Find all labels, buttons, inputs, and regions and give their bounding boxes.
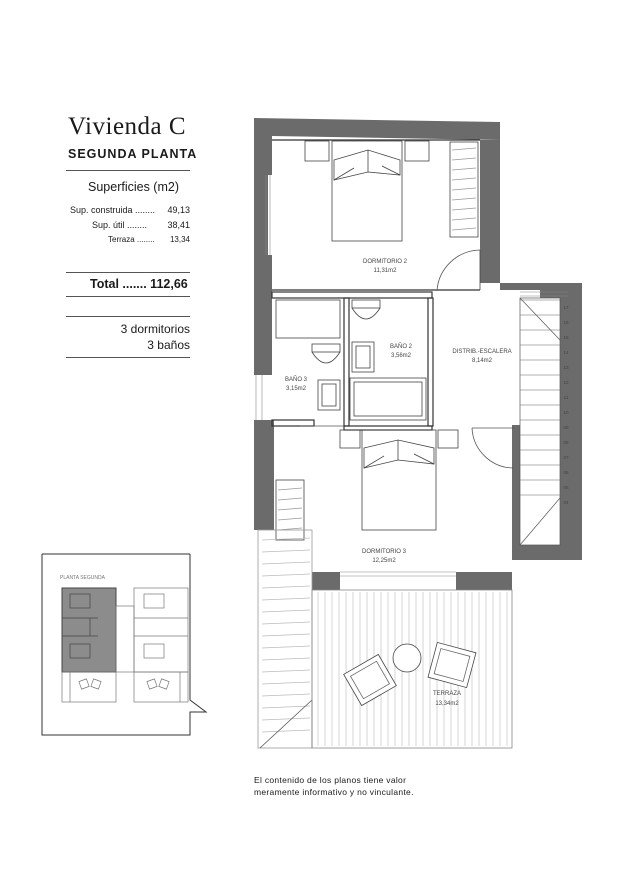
stair-step-number: 04 bbox=[563, 500, 569, 505]
stair-step-number: 12 bbox=[563, 380, 569, 385]
stair-step-number: 14 bbox=[563, 350, 569, 355]
room-name-dormitorio-3: DORMITORIO 3 bbox=[362, 549, 406, 555]
area-label: Terraza ........ bbox=[108, 235, 155, 244]
bathroom-fixtures bbox=[276, 300, 426, 420]
stair-step-number: 08 bbox=[563, 440, 569, 445]
room-area-dormitorio-3: 12,25m2 bbox=[372, 558, 396, 564]
bedroom-3-furniture bbox=[276, 430, 458, 540]
disclaimer-line-1: El contenido de los planos tiene valor bbox=[254, 775, 407, 785]
stair-step-number: 06 bbox=[563, 470, 569, 475]
page-title: Vivienda C bbox=[68, 113, 187, 140]
bathrooms-count: 3 baños bbox=[147, 338, 190, 352]
exterior-walls bbox=[254, 118, 582, 590]
stair-step-number: 10 bbox=[563, 410, 569, 415]
page-subtitle: SEGUNDA PLANTA bbox=[68, 147, 198, 161]
area-label: Sup. construida ........ bbox=[70, 205, 156, 215]
disclaimer-line-2: meramente informativo y no vinculante. bbox=[254, 787, 414, 797]
stair-step-number: 15 bbox=[563, 335, 569, 340]
total-area: Total ....... 112,66 bbox=[90, 277, 188, 291]
stair-step-number: 05 bbox=[563, 485, 569, 490]
area-value: 13,34 bbox=[169, 235, 190, 244]
windows bbox=[256, 175, 568, 576]
room-area-bano-3: 3,15m2 bbox=[285, 386, 307, 392]
room-area-distrib: 8,14m2 bbox=[471, 358, 493, 364]
room-area-bano-2: 3,56m2 bbox=[390, 353, 412, 359]
stair-step-number: 09 bbox=[563, 425, 569, 430]
room-name-terraza: TERRAZA bbox=[432, 691, 462, 697]
room-area-terraza: 13,34m2 bbox=[435, 701, 459, 707]
room-name-dormitorio-2: DORMITORIO 2 bbox=[363, 259, 407, 265]
room-area-dormitorio-2: 11,31m2 bbox=[373, 268, 397, 274]
room-name-distrib: DISTRIB.-ESCALERA bbox=[452, 349, 512, 355]
stair-step-number: 13 bbox=[563, 365, 569, 370]
stair-step-number: 16 bbox=[563, 320, 569, 325]
area-label: Sup. útil ........ bbox=[92, 220, 148, 230]
room-name-bano-2: BAÑO 2 bbox=[389, 344, 413, 350]
stair-step-number: 17 bbox=[563, 305, 569, 310]
bedrooms-count: 3 dormitorios bbox=[120, 322, 190, 336]
disclaimer bbox=[254, 774, 414, 798]
area-value: 38,41 bbox=[167, 220, 190, 230]
stair-step-number: 11 bbox=[563, 395, 569, 400]
area-value: 49,13 bbox=[167, 205, 190, 215]
room-labels bbox=[285, 259, 512, 707]
staircase bbox=[520, 298, 560, 545]
stair-step-number: 07 bbox=[563, 455, 569, 460]
distributor-door bbox=[300, 426, 514, 468]
areas-heading: Superficies (m2) bbox=[88, 180, 179, 194]
room-name-bano-3: BAÑO 3 bbox=[284, 377, 308, 383]
key-plan-label: PLANTA SEGUNDA bbox=[60, 575, 105, 581]
